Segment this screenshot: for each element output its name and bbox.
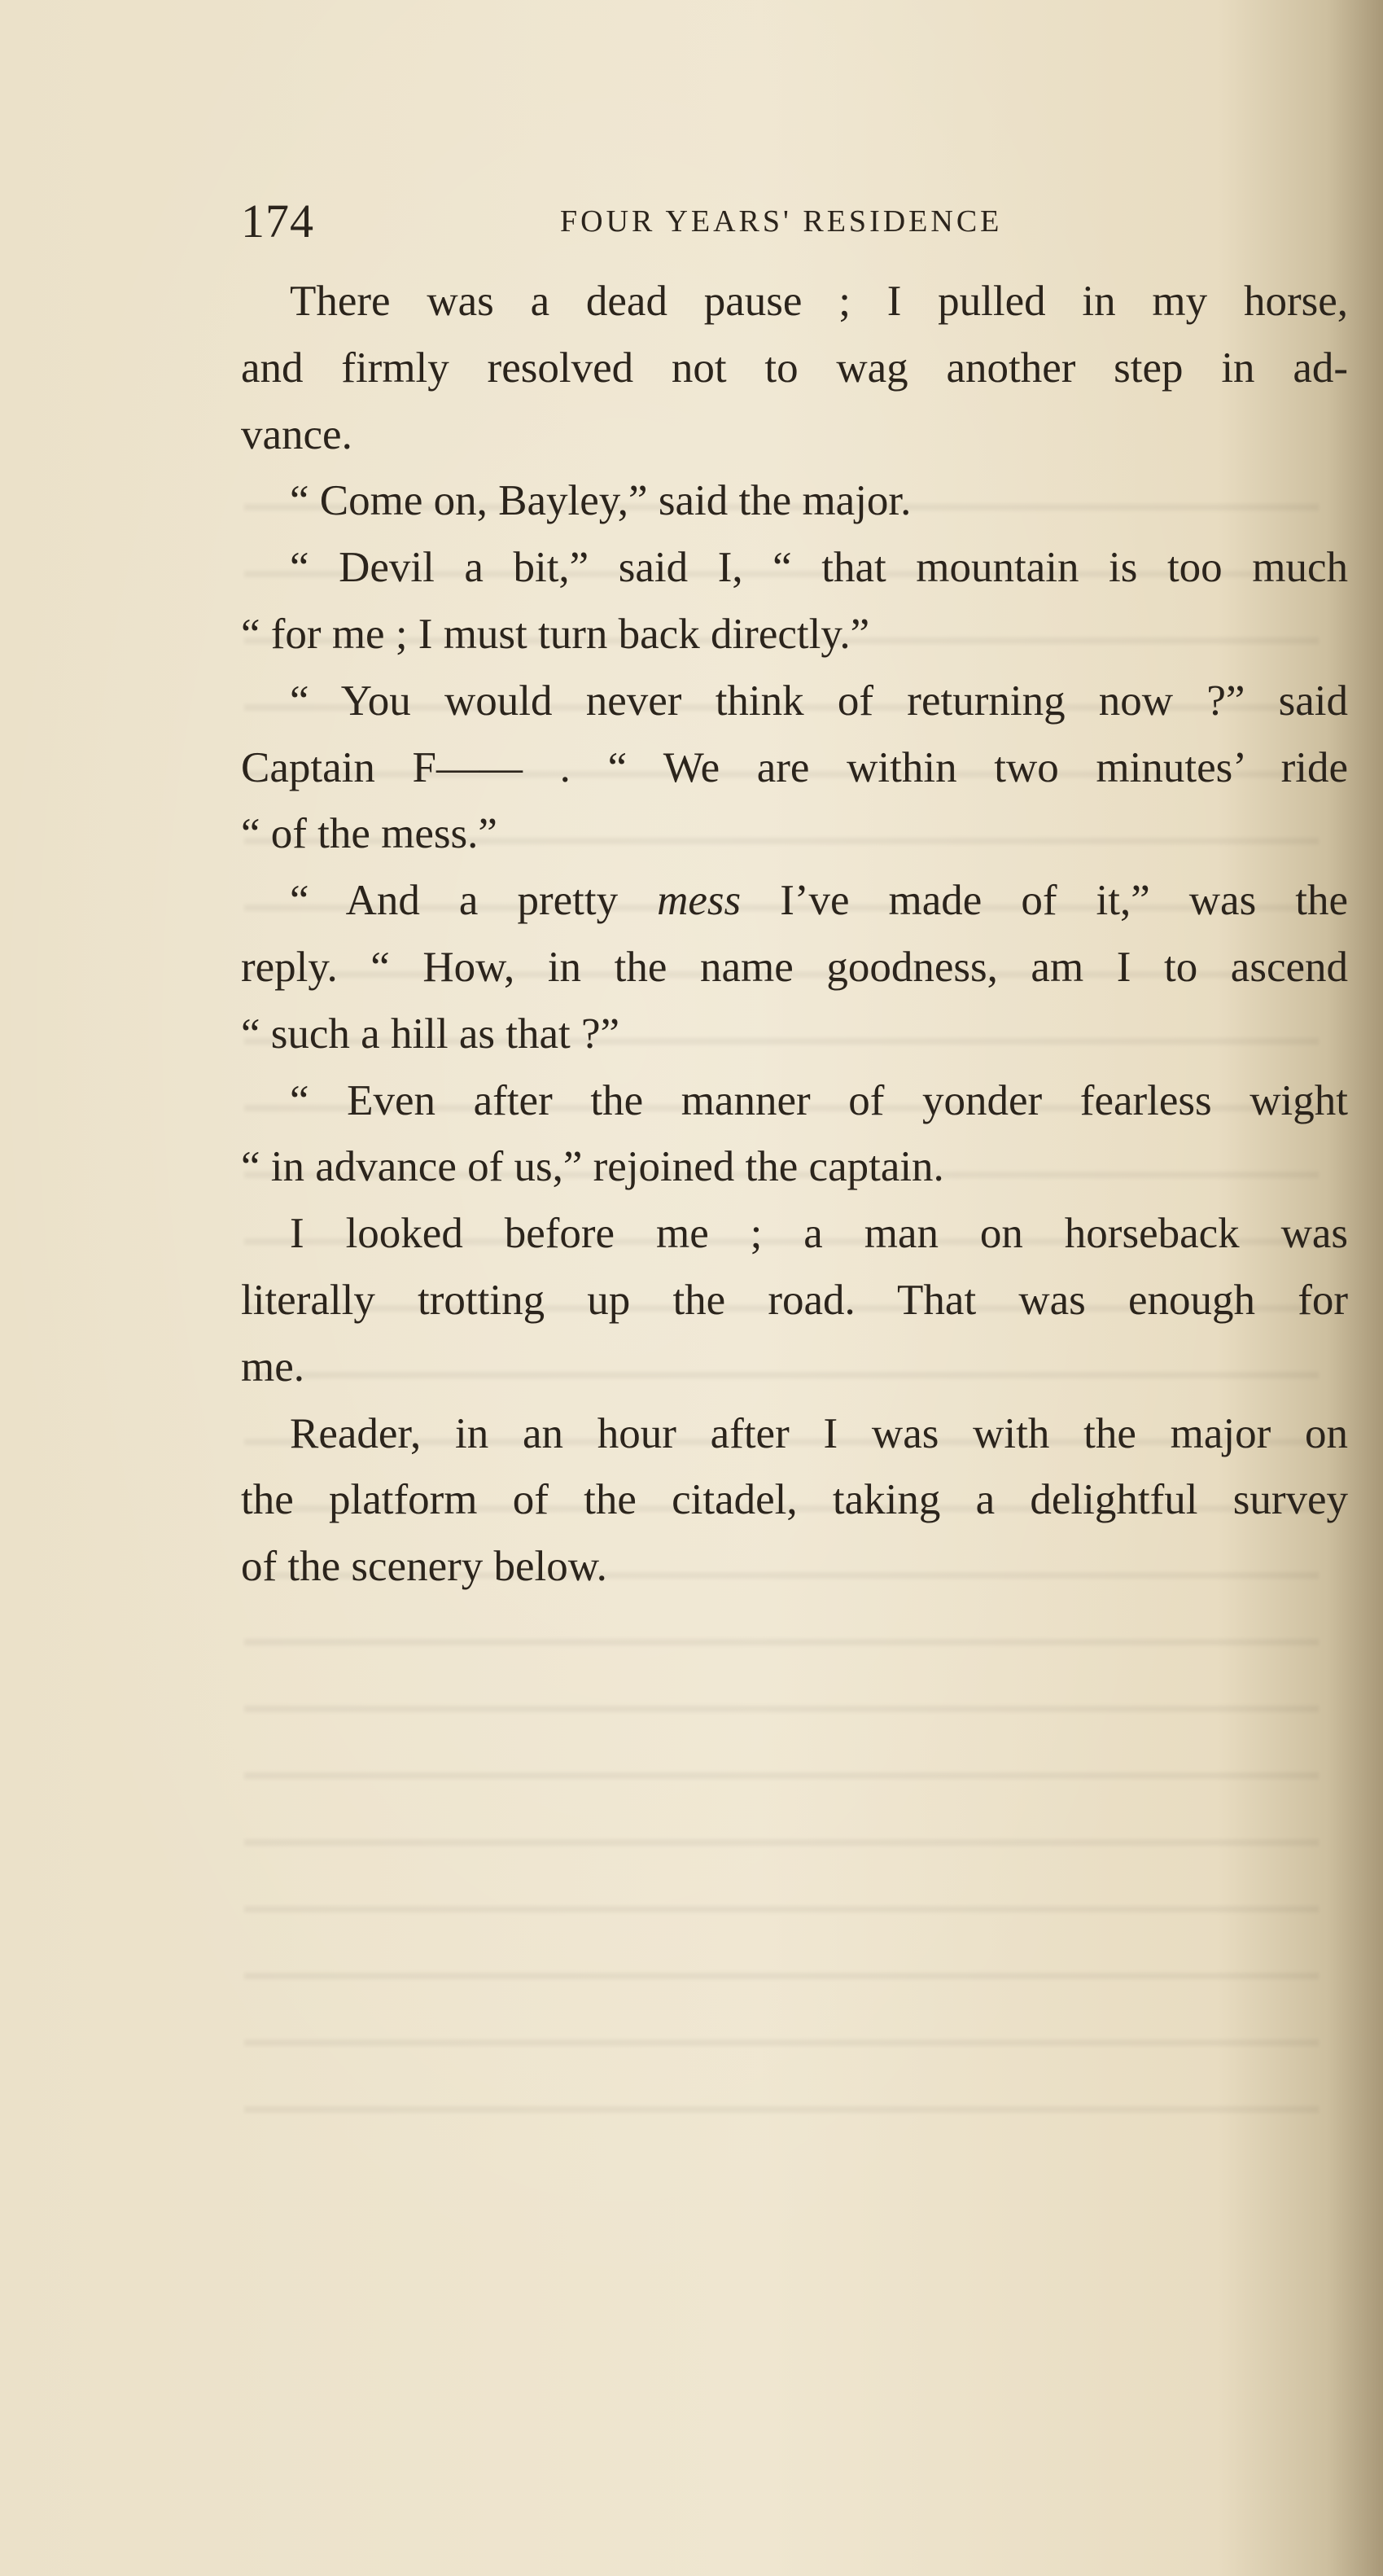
text-line: “ of the mess.”	[241, 810, 497, 858]
text-line: Captain F—— . “ We are within two minutes’ ride	[241, 743, 1348, 791]
text-segment: I’ve made of it,” was the	[741, 877, 1348, 925]
text-line: I looked before me ; a man on horseback was	[290, 1210, 1348, 1258]
text-line: “ Come on, Bayley,” said the major.	[290, 477, 912, 525]
text-line: vance.	[241, 410, 352, 458]
text-line: and firmly resolved not to wag another step in ad-	[241, 344, 1348, 392]
text-line: Reader, in an hour after I was with the major on	[290, 1409, 1348, 1457]
text-line: “ such a hill as that ?”	[241, 1010, 620, 1058]
text-line: literally trotting up the road. That was enough for	[241, 1276, 1348, 1324]
body-text	[241, 269, 1348, 1601]
text-line: the platform of the citadel, taking a delightful survey	[241, 1476, 1348, 1524]
running-title: FOUR YEARS' RESIDENCE	[560, 204, 1003, 239]
text-line: of the scenery below.	[241, 1543, 607, 1591]
italic-word: mess	[657, 877, 742, 925]
page-number: 174	[241, 195, 314, 248]
text-line: “ Even after the manner of yonder fearless wight	[290, 1076, 1348, 1124]
running-head	[241, 192, 1071, 251]
text-line: reply. “ How, in the name goodness, am I to ascend	[241, 943, 1348, 991]
text-line	[241, 868, 1348, 935]
text-segment: “ And a pretty	[290, 877, 658, 925]
text-line: There was a dead pause ; I pulled in my horse,	[290, 278, 1348, 325]
text-line: “ in advance of us,” rejoined the captain.	[241, 1143, 944, 1191]
text-line: “ Devil a bit,” said I, “ that mountain is too much	[290, 544, 1348, 592]
text-line: “ You would never think of returning now ?” said	[290, 677, 1348, 725]
text-line: “ for me ; I must turn back directly.”	[241, 610, 870, 658]
text-line: me.	[241, 1343, 304, 1391]
